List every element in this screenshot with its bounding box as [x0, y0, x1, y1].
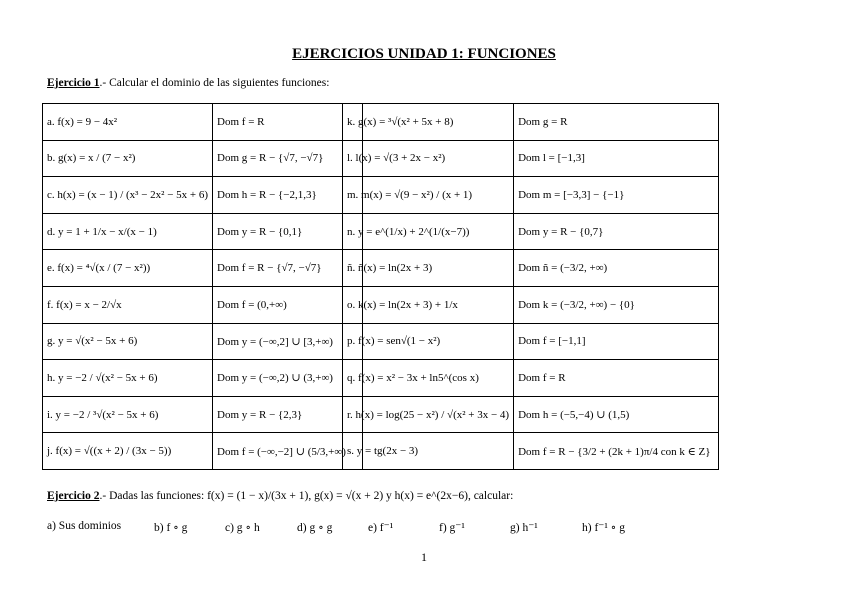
table-row [43, 360, 363, 397]
table-row [343, 140, 719, 177]
domain-cell: Dom y = (−∞,2] ∪ [3,+∞) [213, 323, 363, 360]
exercise-2-text: .- Dadas las funciones: f(x) = (1 − x)/(3x + 1), g(x) = √(x + 2) y h(x) = e^(2x−6), calcular: [99, 490, 514, 502]
domain-cell: Dom m = [−3,3] − {−1} [514, 177, 719, 214]
exercise-2-statement [47, 490, 513, 502]
function-cell: f. f(x) = x − 2/√x [43, 286, 213, 323]
table-row [43, 396, 363, 433]
table-row [343, 286, 719, 323]
exercise-1-statement [47, 77, 329, 89]
function-cell: a. f(x) = 9 − 4x² [43, 104, 213, 141]
option-item: g) h⁻¹ [510, 522, 538, 534]
function-cell: j. f(x) = √((x + 2) / (3x − 5)) [43, 433, 213, 470]
function-cell: h. y = −2 / √(x² − 5x + 6) [43, 360, 213, 397]
table-row [43, 104, 363, 141]
domain-cell: Dom f = R [514, 360, 719, 397]
domain-cell: Dom y = R − {0,1} [213, 213, 363, 250]
table-row [43, 323, 363, 360]
domain-cell: Dom h = (−5,−4) ∪ (1,5) [514, 396, 719, 433]
table-row [343, 250, 719, 287]
table-row [343, 323, 719, 360]
right-functions-table [342, 103, 719, 470]
exercise-2-label: Ejercicio 2 [47, 490, 100, 502]
table-row [343, 396, 719, 433]
function-cell: i. y = −2 / ³√(x² − 5x + 6) [43, 396, 213, 433]
table-row [43, 177, 363, 214]
table-row [43, 286, 363, 323]
table-row [43, 433, 363, 470]
table-row [343, 360, 719, 397]
table-row [343, 177, 719, 214]
function-cell: g. y = √(x² − 5x + 6) [43, 323, 213, 360]
domain-cell: Dom ñ = (−3/2, +∞) [514, 250, 719, 287]
table-row [343, 433, 719, 470]
page-number: 1 [421, 550, 427, 564]
option-item: d) g ∘ g [297, 522, 333, 534]
domain-cell: Dom g = R [514, 104, 719, 141]
domain-cell: Dom f = R − {√7, −√7} [213, 250, 363, 287]
domain-cell: Dom f = (−∞,−2] ∪ (5/3,+∞) [213, 433, 363, 470]
table-row [43, 140, 363, 177]
exercise-1-text: .- Calcular el dominio de las siguientes funciones: [99, 77, 330, 89]
table-row [43, 213, 363, 250]
table-row [343, 213, 719, 250]
function-cell: l. l(x) = √(3 + 2x − x²) [343, 140, 514, 177]
function-cell: e. f(x) = ⁴√(x / (7 − x²)) [43, 250, 213, 287]
table-row [43, 250, 363, 287]
function-cell: o. k(x) = ln(2x + 3) + 1/x [343, 286, 514, 323]
domain-cell: Dom l = [−1,3] [514, 140, 719, 177]
domain-cell: Dom y = (−∞,2) ∪ (3,+∞) [213, 360, 363, 397]
exercise-1-label: Ejercicio 1 [47, 77, 100, 89]
domain-cell: Dom f = (0,+∞) [213, 286, 363, 323]
left-functions-table [42, 103, 363, 470]
page-title: EJERCICIOS UNIDAD 1: FUNCIONES [292, 46, 556, 62]
domain-cell: Dom f = R [213, 104, 363, 141]
option-item: a) Sus dominios [47, 520, 122, 532]
domain-cell: Dom y = R − {2,3} [213, 396, 363, 433]
function-cell: ñ. ñ(x) = ln(2x + 3) [343, 250, 514, 287]
domain-cell: Dom g = R − {√7, −√7} [213, 140, 363, 177]
option-item: e) f⁻¹ [368, 522, 394, 534]
option-item: f) g⁻¹ [439, 522, 465, 534]
domain-cell: Dom f = R − {3/2 + (2k + 1)π/4 con k ∈ Z} [514, 433, 719, 470]
function-cell: s. y = tg(2x − 3) [343, 433, 514, 470]
function-cell: m. m(x) = √(9 − x²) / (x + 1) [343, 177, 514, 214]
option-item: h) f⁻¹ ∘ g [582, 522, 625, 534]
domain-cell: Dom k = (−3/2, +∞) − {0} [514, 286, 719, 323]
domain-cell: Dom f = [−1,1] [514, 323, 719, 360]
function-cell: r. h(x) = log(25 − x²) / √(x² + 3x − 4) [343, 396, 514, 433]
function-cell: k. g(x) = ³√(x² + 5x + 8) [343, 104, 514, 141]
table-row [343, 104, 719, 141]
function-cell: n. y = e^(1/x) + 2^(1/(x−7)) [343, 213, 514, 250]
function-cell: b. g(x) = x / (7 − x²) [43, 140, 213, 177]
function-cell: q. f(x) = x² − 3x + ln5^(cos x) [343, 360, 514, 397]
domain-cell: Dom h = R − {−2,1,3} [213, 177, 363, 214]
option-item: c) g ∘ h [225, 522, 260, 534]
option-item: b) f ∘ g [154, 522, 188, 534]
function-cell: d. y = 1 + 1/x − x/(x − 1) [43, 213, 213, 250]
domain-cell: Dom y = R − {0,7} [514, 213, 719, 250]
function-cell: c. h(x) = (x − 1) / (x³ − 2x² − 5x + 6) [43, 177, 213, 214]
function-cell: p. f(x) = sen√(1 − x²) [343, 323, 514, 360]
